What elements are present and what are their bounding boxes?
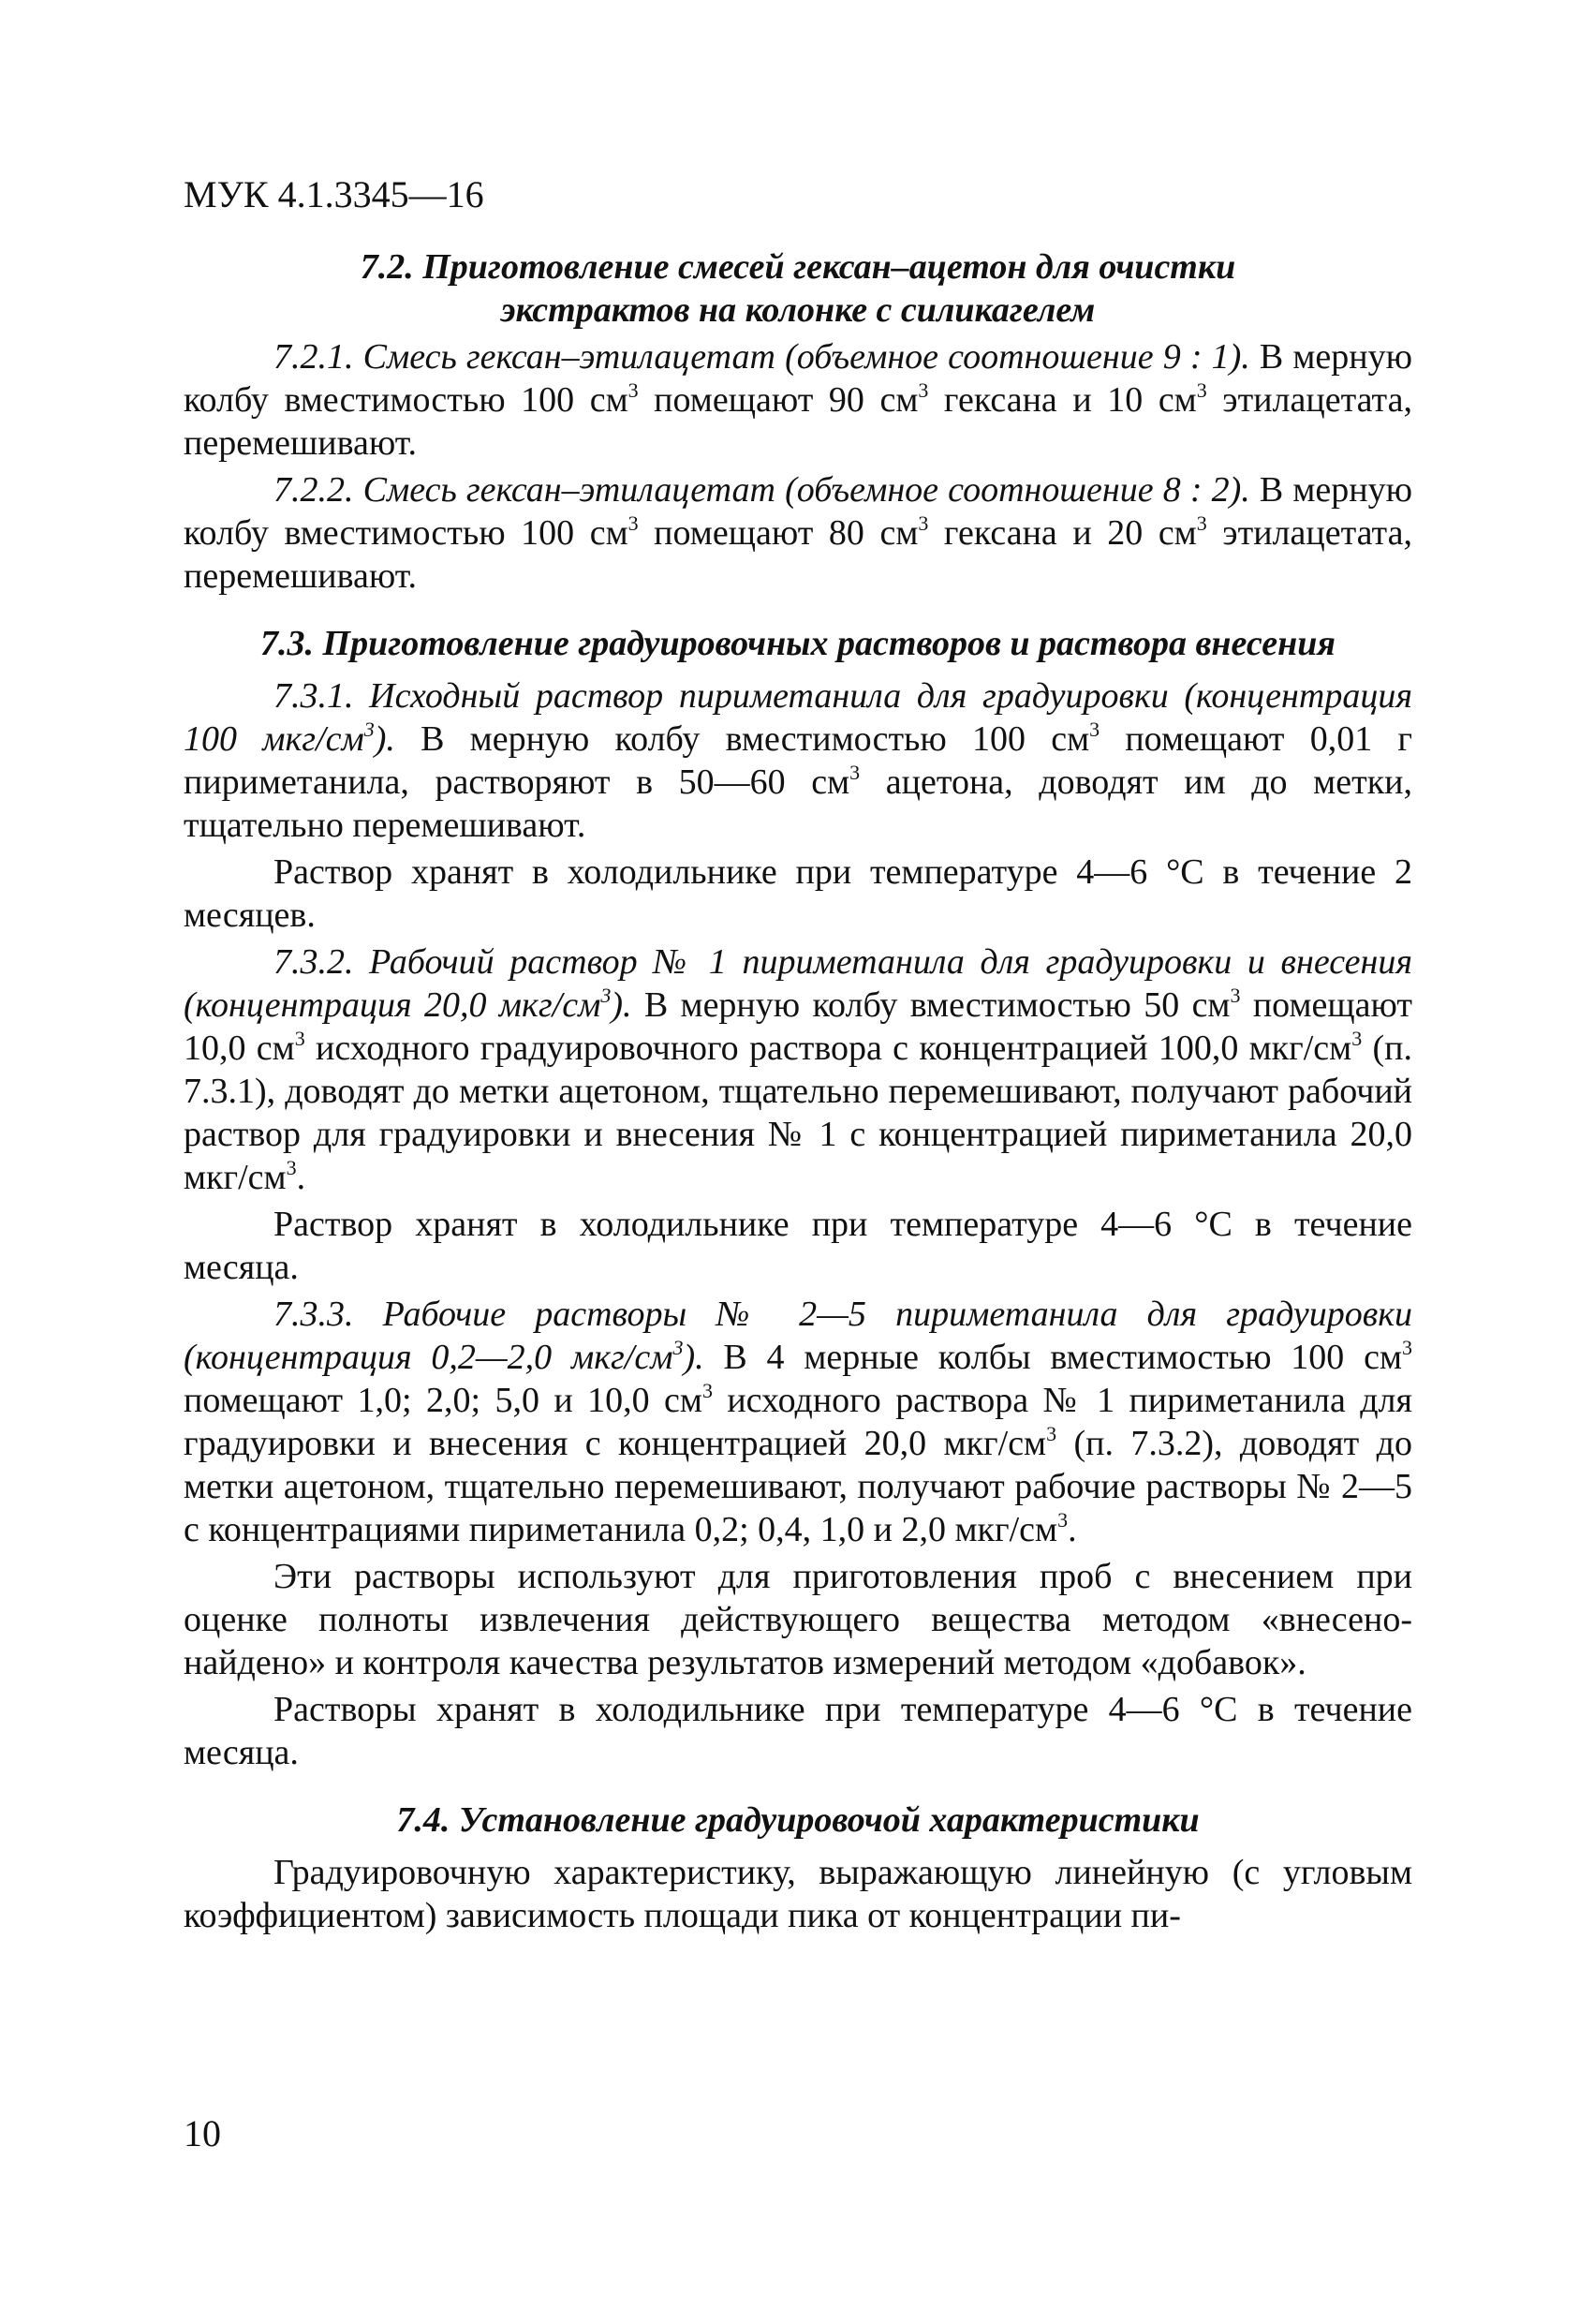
- superscript-3: 3: [701, 1379, 713, 1402]
- superscript-3: 3: [1196, 511, 1207, 535]
- section-7-2-title-line2: экстрактов на колонке с силикагелем: [500, 290, 1096, 330]
- paragraph-7-3-2-heading: 7.3.2. Рабочий раствор № 1 пириметанила для градуировки и внесения (концентрация 20,0 мкг/$см^3$).: [184, 942, 1412, 1025]
- paragraph-7-2-2: [184, 468, 1412, 598]
- document-code: МУК 4.1.3345—16: [184, 173, 484, 215]
- paragraph-7-3-2-text: В мерную колбу вместимостью 50 $см^3$ помещают 10,0 $см^3$ исходного градуировочного раствора с концентрацией 100,0 мкг/$см^3$ (п. 7.3.1), доводят до метки ацетоном, тщательно перемешивают, получают рабочий раствор для градуировки и внесения № 1 с концентрацией пириметанила 20,0 мкг/$см^3$.: [184, 984, 1412, 1197]
- paragraph-7-4: Градуировочную характеристику, выражающую линейную (с угловым коэффициентом) зависимость площади пика от концентрации пи-: [184, 1853, 1412, 1935]
- superscript-3: 3: [1196, 378, 1207, 402]
- paragraph-7-2-2-text: В мерную колбу вместимостью 100 $см^3$ помещают 80 $см^3$ гексана и 20 $см^3$ этилацетата, перемешивают.: [184, 470, 1412, 596]
- section-7-4-title: 7.4. Установление градуировочой характеристики: [396, 1800, 1200, 1840]
- paragraph-7-3-3-text: В 4 мерные колбы вместимостью 100 $см^3$ помещают 1,0; 2,0; 5,0 и 10,0 $см^3$ исходного раствора № 1 пириметанила для градуировки и внесения с концентрацией 20,0 мкг/$см^3$ (п. 7.3.2), доводят до метки ацетоном, тщательно перемешивают, получают рабочие растворы № 2—5 с концентрациями пириметанила 0,2; 0,4, 1,0 и 2,0 мкг/$см^3$.: [184, 1336, 1413, 1549]
- paragraph-7-3-1-text: В мерную колбу вместимостью 100 $см^3$ помещают 0,01 г пириметанила, растворяют в 50—60 $см^3$ ацетона, доводят им до метки, тщательно перемешивают.: [184, 718, 1412, 845]
- superscript-3: 3: [672, 1336, 684, 1359]
- paragraph-7-3-3: [184, 1293, 1412, 1551]
- superscript-3: 3: [918, 378, 929, 402]
- section-7-2-title: [184, 245, 1412, 332]
- superscript-3: 3: [1046, 1422, 1057, 1445]
- superscript-3: 3: [294, 1027, 305, 1050]
- superscript-3: 3: [600, 984, 612, 1007]
- paragraph-7-2-2-heading: 7.2.2. Смесь гексан–этилацетат (объемное соотношение 8 : 2).: [273, 470, 1250, 510]
- section-7-3-title: 7.3. Приготовление градуировочных растворов и раствора внесения: [260, 624, 1336, 663]
- superscript-3: 3: [1351, 1027, 1363, 1050]
- paragraph-storage-3: Растворы хранят в холодильнике при температуре 4—6 °С в течение месяца.: [184, 1690, 1412, 1772]
- paragraph-usage: Эти растворы используют для приготовления проб с внесением при оценке полноты извлечения действующего вещества методом «внесено-найдено» и контроля качества результатов измерений методом «добавок».: [184, 1557, 1412, 1682]
- paragraph-7-2-1-heading: 7.2.1. Смесь гексан–этилацетат (объемное соотношение 9 : 1).: [273, 337, 1250, 377]
- paragraph-storage-2: Раствор хранят в холодильнике при температуре 4—6 °С в течение месяца.: [184, 1205, 1412, 1287]
- superscript-3: 3: [363, 718, 375, 741]
- page-number: 10: [184, 2112, 221, 2154]
- superscript-3: 3: [627, 511, 639, 535]
- superscript-3: 3: [1057, 1508, 1069, 1532]
- superscript-3: 3: [849, 761, 861, 784]
- superscript-3: 3: [1089, 718, 1100, 741]
- paragraph-7-3-1-heading: 7.3.1. Исходный раствор пириметанила для градуировки (концентрация 100 мкг/$см^3$).: [184, 676, 1412, 759]
- superscript-3: 3: [1402, 1336, 1412, 1359]
- page-content: [184, 245, 1412, 1941]
- paragraph-7-3-1: [184, 674, 1412, 847]
- paragraph-7-3-3-heading: 7.3.3. Рабочие растворы № 2—5 пириметанила для градуировки (концентрация 0,2—2,0 мкг/$см^3$).: [184, 1295, 1412, 1377]
- superscript-3: 3: [627, 378, 639, 402]
- paragraph-storage-1: Раствор хранят в холодильнике при температуре 4—6 °С в течение 2 месяцев.: [184, 852, 1412, 935]
- paragraph-7-3-2: [184, 940, 1412, 1199]
- paragraph-7-2-1: [184, 335, 1412, 465]
- superscript-3: 3: [1230, 984, 1241, 1007]
- superscript-3: 3: [286, 1156, 297, 1179]
- paragraph-7-2-1-text: В мерную колбу вместимостью 100 $см^3$ помещают 90 $см^3$ гексана и 10 $см^3$ этилацетата, перемешивают.: [184, 337, 1412, 463]
- section-7-2-title-line1: 7.2. Приготовление смесей гексан–ацетон для очистки: [360, 247, 1236, 287]
- superscript-3: 3: [918, 511, 929, 535]
